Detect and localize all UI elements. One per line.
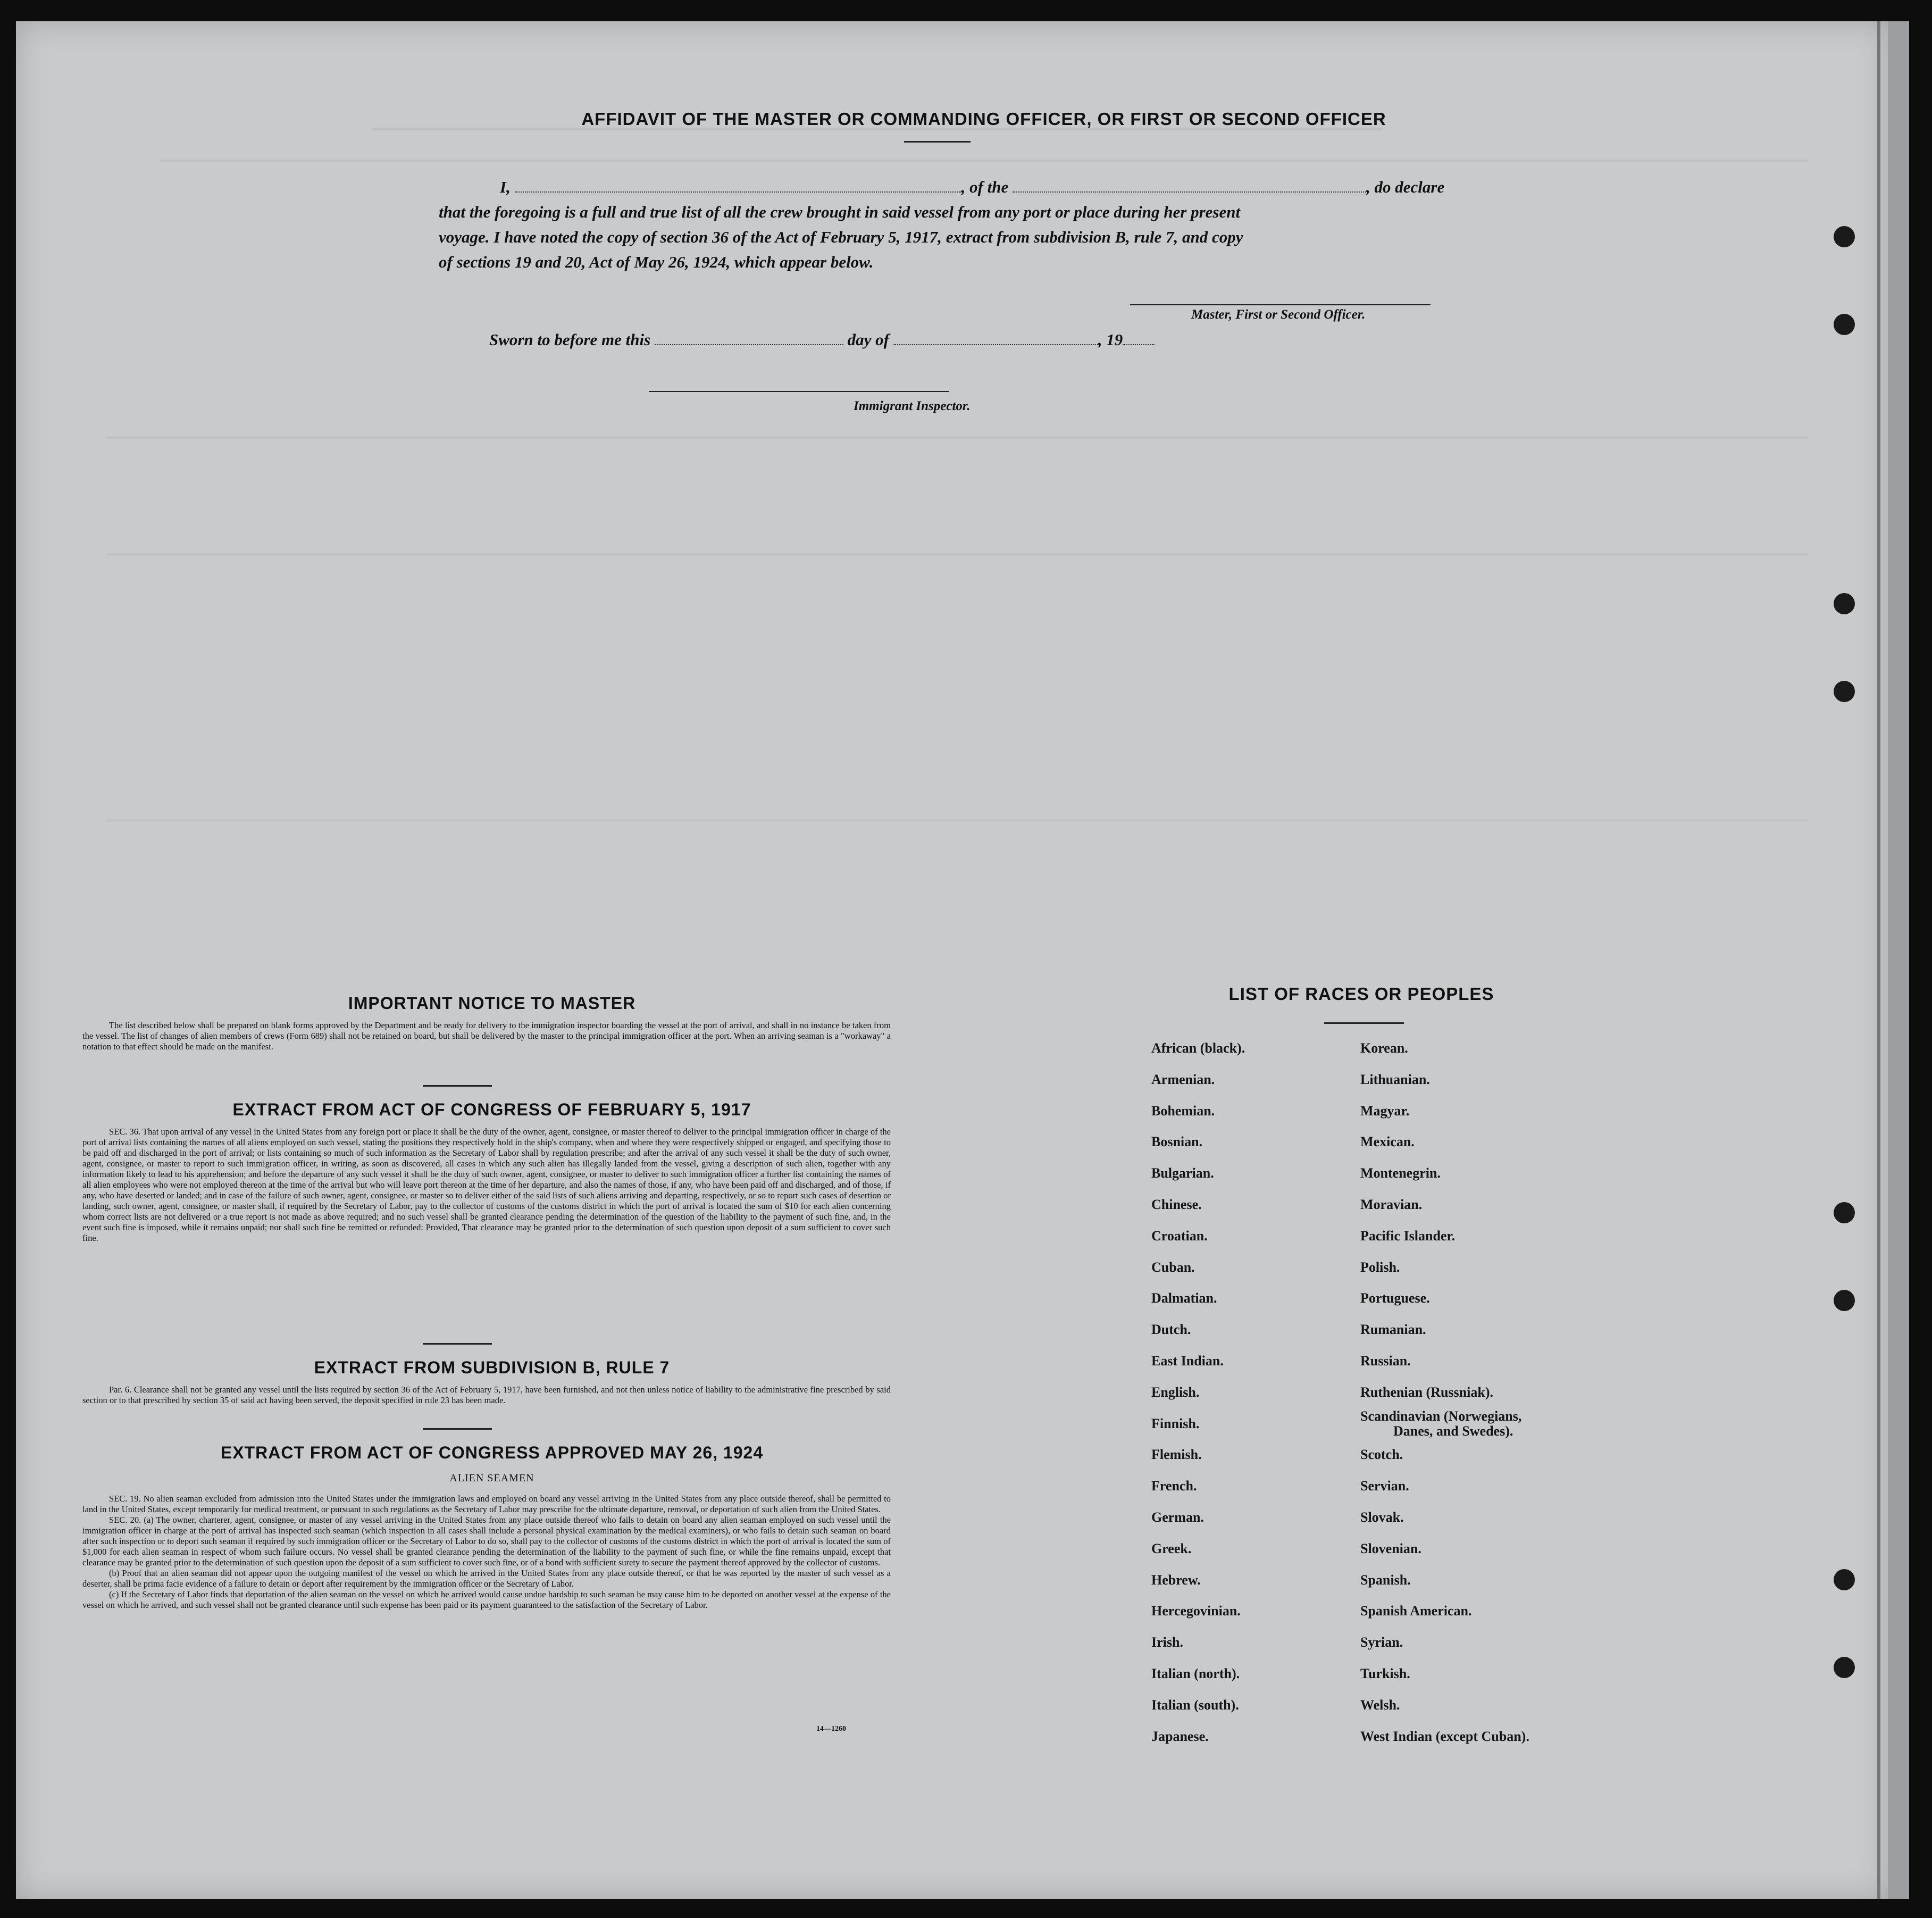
race-item: Hebrew. (1151, 1572, 1201, 1588)
extract-1917-title: EXTRACT FROM ACT OF CONGRESS OF FEBRUARY 5, 1917 (232, 1100, 751, 1119)
affidavit-line-4: of sections 19 and 20, Act of May 26, 1924, which appear below. (439, 253, 874, 271)
bleed-through (106, 436, 1808, 439)
name-blank[interactable] (515, 179, 961, 193)
race-item: Pacific Islander. (1360, 1228, 1456, 1244)
race-item: Bosnian. (1151, 1134, 1203, 1150)
extract-rule7-title: EXTRACT FROM SUBDIVISION B, RULE 7 (314, 1358, 670, 1377)
extract-1924-title: EXTRACT FROM ACT OF CONGRESS APPROVED MAY 26, 1924 (220, 1443, 764, 1462)
race-item: Cuban. (1151, 1259, 1195, 1275)
inspector-signature-line[interactable] (649, 391, 949, 392)
divider (423, 1343, 492, 1345)
race-item: African (black). (1151, 1040, 1245, 1056)
notice-body (82, 1020, 891, 1052)
race-item: Montenegrin. (1360, 1165, 1441, 1181)
race-item: French. (1151, 1478, 1197, 1494)
page-edge-line (1877, 21, 1880, 1899)
race-item: Spanish American. (1360, 1603, 1472, 1619)
section-20c-text: (c) If the Secretary of Labor finds that deportation of the alien seaman on the vessel on which he arrived would cause undue hardship to such seaman he may cause him to be deported on another vessel at the expense of the vessel on which he arrived, and such vessel shall not be granted clearance until such expense has been paid or its payment guaranteed to the satisfaction of the Secretary of Labor. (82, 1589, 891, 1610)
race-item: Italian (south). (1151, 1697, 1239, 1713)
race-item: Armenian. (1151, 1071, 1215, 1087)
race-item: Hercegovinian. (1151, 1603, 1241, 1619)
affidavit-i: I, (500, 178, 511, 196)
punch-hole (1834, 226, 1855, 247)
race-item: Bulgarian. (1151, 1165, 1214, 1181)
affidavit-of-the: , of the (961, 178, 1009, 196)
form-number: 14—1260 (816, 1725, 846, 1733)
divider (423, 1428, 492, 1430)
race-item: Greek. (1151, 1540, 1192, 1556)
race-item: Dutch. (1151, 1322, 1191, 1338)
affidavit-body (439, 174, 1470, 274)
race-item: Spanish. (1360, 1572, 1411, 1588)
punch-hole (1834, 1657, 1855, 1678)
race-item: Croatian. (1151, 1228, 1208, 1244)
race-item: Magyar. (1360, 1103, 1410, 1119)
sworn-text: Sworn to before me this (489, 330, 651, 349)
race-item: East Indian. (1151, 1353, 1224, 1369)
day-of-text: day of (847, 330, 889, 349)
notice-title: IMPORTANT NOTICE TO MASTER (348, 994, 636, 1013)
race-item: Rumanian. (1360, 1322, 1426, 1338)
divider (423, 1085, 492, 1087)
race-item: Scandinavian (Norwegians, (1360, 1408, 1522, 1424)
punch-hole (1834, 1290, 1855, 1311)
race-item: Finnish. (1151, 1415, 1200, 1431)
year-blank[interactable] (1123, 331, 1155, 345)
master-signature-label: Master, First or Second Officer. (1191, 307, 1366, 322)
section-19-text: SEC. 19. No alien seaman excluded from admission into the United States under the immigration laws and employed on board any vessel arriving in the United States from any place outside thereof, shall be permitted to land in the United States, except temporarily for medical treatment, or pursuant to such regulations as the Secretary of Labor may prescribe for the ultimate departure, removal, or deportation of such alien from the United States. (82, 1494, 891, 1514)
paragraph-6-text: Par. 6. Clearance shall not be granted any vessel until the lists required by section 36 of the Act of February 5, 1917, have been furnished, and not then unless notice of liability to the administrative fine prescribed by said section or to that prescribed by section 35 of said act having been served, the deposit specified in rule 23 has been made. (82, 1385, 891, 1405)
divider (1324, 1022, 1404, 1024)
race-item: Portuguese. (1360, 1290, 1430, 1306)
punch-hole (1834, 1202, 1855, 1223)
race-item: Bohemian. (1151, 1103, 1215, 1119)
bleed-through (106, 819, 1808, 822)
punch-hole (1834, 681, 1855, 702)
notice-text: The list described below shall be prepared on blank forms approved by the Department and be ready for delivery to the immigration inspector boarding the vessel at the port of arrival, and shall in no instance be taken from the vessel. The list of changes of alien members of crews (Form 689) shall not be retained on board, but shall be delivered by the master to the principal immigration officer at the port. When an arriving seaman is a "workaway" a notation to that effect should be made on the manifest. (82, 1020, 891, 1052)
punch-hole (1834, 593, 1855, 614)
race-item: German. (1151, 1510, 1204, 1525)
race-item: Irish. (1151, 1635, 1183, 1650)
race-item: West Indian (except Cuban). (1360, 1728, 1529, 1744)
race-item: Scotch. (1360, 1447, 1403, 1463)
race-item: Turkish. (1360, 1666, 1410, 1681)
race-item: Polish. (1360, 1259, 1400, 1275)
bleed-through (160, 160, 1808, 162)
race-item: Syrian. (1360, 1635, 1403, 1650)
page-edge (1888, 21, 1909, 1899)
section-20a-text: SEC. 20. (a) The owner, charterer, agent, consignee, or master of any vessel arriving in the United States from any place outside thereof who fails to detain on board any alien seaman employed on such vessel until the immigration officer in charge at the port of arrival has inspected such seaman (which inspection in all cases shall include a personal physical examination by the medical examiners), or who fails to detain such seaman on board after such inspection or to deport such seaman if required by such immigration officer or the Secretary of Labor to do so, shall pay to the collector of customs of the customs district in which the port of arrival is located the sum of $1,000 for each alien seaman in respect of whom such failure occurs. No vessel shall be granted clearance pending the determination of the liability to the payment of such fine, or while the fine remains unpaid, except that clearance may be granted prior to the determination of such question upon the deposit of a sum sufficient to cover such fine, or of a bond with sufficient surety to secure the payment thereof approved by the collector of customs. (82, 1515, 891, 1567)
races-title: LIST OF RACES OR PEOPLES (1228, 984, 1494, 1004)
document-page (16, 21, 1888, 1899)
race-item-continuation: Danes, and Swedes). (1393, 1423, 1513, 1439)
divider (904, 141, 971, 143)
race-item: Slovenian. (1360, 1540, 1421, 1556)
race-item: Servian. (1360, 1478, 1409, 1494)
race-item: Chinese. (1151, 1197, 1202, 1212)
affidavit-declare: , do declare (1366, 178, 1445, 196)
alien-seamen-subtitle: ALIEN SEAMEN (449, 1472, 534, 1484)
day-blank[interactable] (655, 331, 843, 345)
race-item: Korean. (1360, 1040, 1408, 1056)
punch-hole (1834, 314, 1855, 335)
bleed-through (106, 553, 1808, 556)
section-20b-text: (b) Proof that an alien seaman did not appear upon the outgoing manifest of the vessel on which he arrived in the United States from any place outside thereof, or that he was reported by the master of such vessel as a deserter, shall be prima facie evidence of a failure to detain or deport after requirement by the immigration officer or the Secretary of Labor. (82, 1568, 891, 1589)
affidavit-line-3: voyage. I have noted the copy of section 36 of the Act of February 5, 1917, extract from subdivision B, rule 7, and copy (439, 228, 1243, 246)
race-item: English. (1151, 1384, 1200, 1400)
sworn-line (489, 327, 1287, 352)
race-item: Italian (north). (1151, 1666, 1240, 1681)
affidavit-line-1 (439, 174, 1470, 199)
affidavit-title: AFFIDAVIT OF THE MASTER OR COMMANDING OFFICER, OR FIRST OR SECOND OFFICER (581, 109, 1386, 129)
extract-1917-body (82, 1127, 891, 1244)
vessel-blank[interactable] (1013, 179, 1366, 193)
punch-hole (1834, 1569, 1855, 1590)
extract-1924-body (82, 1494, 891, 1611)
month-blank[interactable] (893, 331, 1098, 345)
race-item: Japanese. (1151, 1728, 1209, 1744)
race-item: Russian. (1360, 1353, 1411, 1369)
race-item: Flemish. (1151, 1447, 1202, 1463)
inspector-label: Immigrant Inspector. (854, 399, 971, 413)
year-prefix: , 19 (1098, 330, 1123, 349)
affidavit-line-2: that the foregoing is a full and true list of all the crew brought in said vessel from any port or place during her present (439, 203, 1241, 221)
race-item: Ruthenian (Russniak). (1360, 1384, 1493, 1400)
race-item: Lithuanian. (1360, 1071, 1430, 1087)
extract-rule7-body (82, 1385, 891, 1406)
race-item: Welsh. (1360, 1697, 1400, 1713)
race-item: Moravian. (1360, 1197, 1423, 1212)
master-signature-line[interactable] (1130, 304, 1431, 305)
race-item: Dalmatian. (1151, 1290, 1217, 1306)
race-item: Slovak. (1360, 1510, 1404, 1525)
section-36-text: SEC. 36. That upon arrival of any vessel in the United States from any foreign port or place it shall be the duty of the owner, agent, consignee, or master thereof to deliver to the principal immigration officer in charge of the port of arrival lists containing the names of all aliens employed on such vessel, stating the positions they respectively hold in the ship's company, when and where they were respectively shipped or engaged, and specifying those to be paid off and discharged in the port of arrival; or lists containing so much of such information as the Secretary of Labor shall by regulation prescribe; and after the arrival of any such vessel it shall be the duty of such owner, agent, consignee, or master to report to such immigration officer, in writing, as soon as discovered, all cases in which any such alien has illegally landed from the vessel, giving a description of such alien, together with any information likely to lead to his apprehension; and before the departure of any such vessel it shall be the duty of such owner, agent, consignee, or master to deliver to such immigration officer a further list containing the names of all alien employees who were not employed thereon at the time of the arrival but who will leave port thereon at the time of her departure, and also the names of those, if any, who have been paid off and discharged, and of those, if any, who have deserted or landed; and in case of the failure of such owner, agent, consignee, or master so to deliver either of the said lists of such aliens arriving and departing, respectively, or so to report such cases of desertion or landing, such owner, agent, consignee, or master shall, if required by the Secretary of Labor, pay to the collector of customs of the customs district in which the port of arrival is located the sum of $10 for each alien concerning whom correct lists are not delivered or a true report is not made as above required; and no such vessel shall be granted clearance pending the determination of the question of the liability to the payment of such fine, and, in the event such fine is imposed, while it remains unpaid; nor shall such fine be remitted or refunded: Provided, That clearance may be granted prior to the determination of such question upon deposit of a sum sufficient to cover such fine. (82, 1127, 891, 1243)
race-item: Mexican. (1360, 1134, 1415, 1150)
